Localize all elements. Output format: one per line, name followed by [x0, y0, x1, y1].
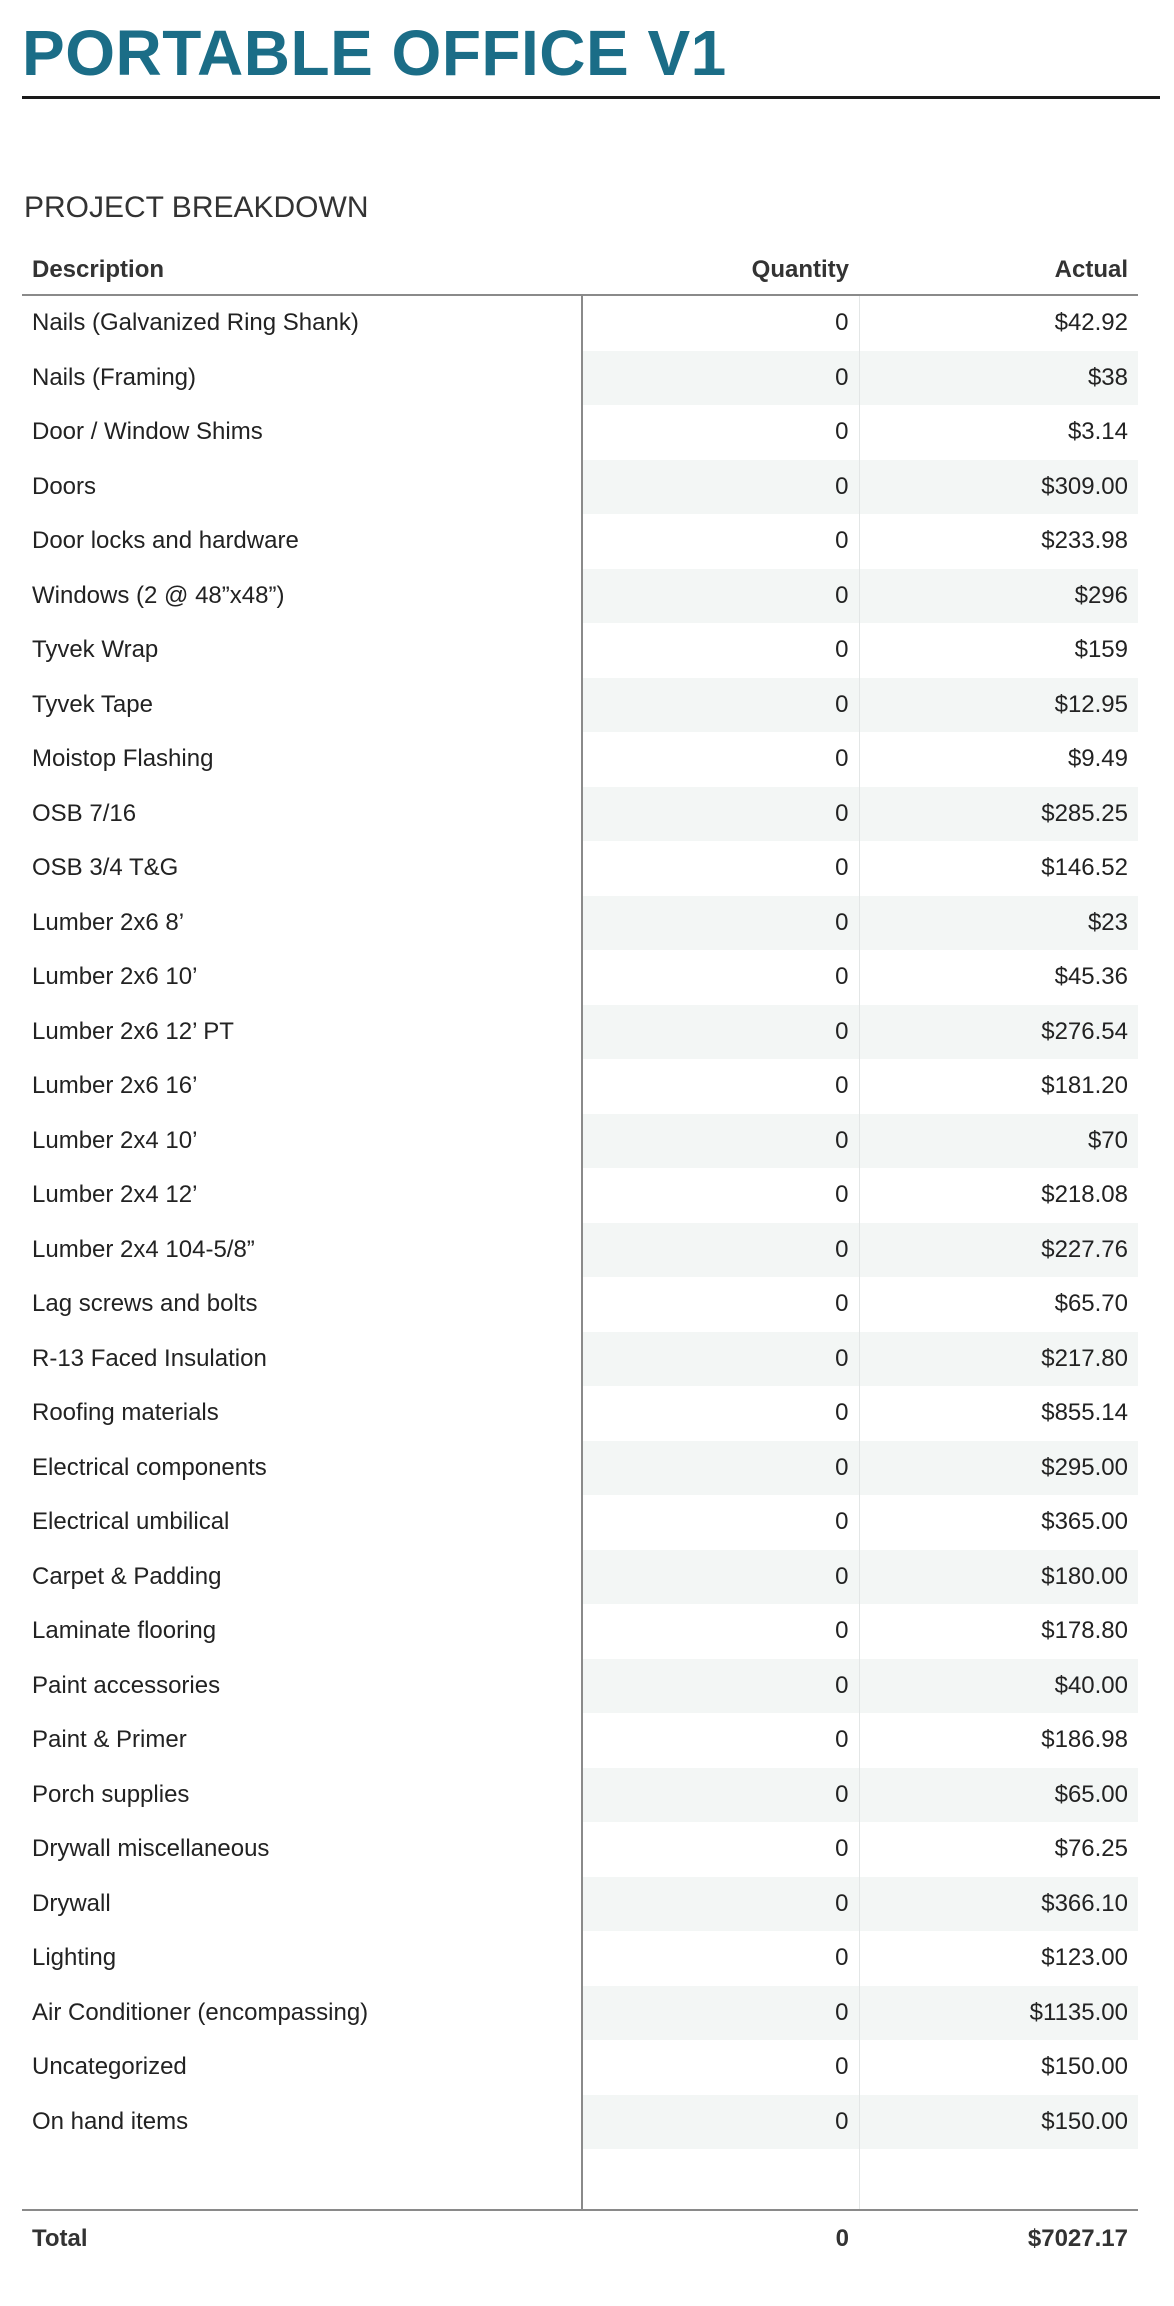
cell-actual: $1135.00 [859, 1986, 1138, 2041]
cell-description: R-13 Faced Insulation [22, 1332, 582, 1387]
table-row [22, 896, 1138, 951]
table-row [22, 623, 1138, 678]
cell-actual: $70 [859, 1114, 1138, 1169]
cell-quantity: 0 [582, 1986, 859, 2041]
cell-actual: $855.14 [1041, 1399, 1128, 1427]
cell-quantity: 0 [582, 351, 859, 406]
cell-description: Lag screws and bolts [22, 1277, 582, 1332]
table-row [22, 1223, 1138, 1278]
cell-description: Electrical components [22, 1441, 582, 1496]
table-row [22, 1277, 1138, 1332]
cell-quantity: 0 [582, 896, 859, 951]
cell-quantity: 0 [582, 1223, 859, 1278]
cell-quantity: 0 [582, 1059, 859, 1114]
table-row [22, 460, 1138, 515]
cell-actual: $38 [859, 351, 1138, 406]
table-row [22, 1386, 1138, 1441]
cell-actual: $42.92 [1054, 309, 1128, 337]
table-row [22, 1114, 1138, 1169]
cell-quantity: 0 [582, 1768, 859, 1823]
cell-actual: $150.00 [859, 2095, 1138, 2150]
cell-quantity: 0 [582, 460, 859, 515]
cell-description: Tyvek Tape [22, 678, 582, 733]
cell-description: Electrical umbilical [22, 1495, 582, 1550]
cell-description: OSB 3/4 T&G [22, 841, 582, 896]
project-breakdown-table-container [22, 246, 1138, 2267]
cell-actual: $146.52 [1041, 854, 1128, 882]
table-row [22, 1005, 1138, 1060]
cell-quantity: 0 [582, 623, 859, 678]
table-row [22, 1713, 1138, 1768]
table-row [22, 1604, 1138, 1659]
cell-actual: $159 [1074, 636, 1128, 664]
cell-description: Moistop Flashing [22, 732, 582, 787]
cell-actual: $217.80 [859, 1332, 1138, 1387]
cell-description: Roofing materials [22, 1386, 582, 1441]
table-row [22, 1441, 1138, 1496]
section-title: PROJECT BREAKDOWN [24, 191, 369, 224]
cell-actual: $45.36 [1054, 963, 1128, 991]
table-row [22, 569, 1138, 624]
table-row [22, 950, 1138, 1005]
cell-quantity: 0 [582, 1931, 859, 1986]
total-actual: $7027.17 [859, 2210, 1138, 2267]
cell-actual: $365.00 [1041, 1508, 1128, 1536]
cell-description: Air Conditioner (encompassing) [22, 1986, 582, 2041]
total-label: Total [22, 2210, 582, 2267]
cell-description: Carpet & Padding [22, 1550, 582, 1605]
table-row [22, 841, 1138, 896]
cell-quantity: 0 [582, 295, 859, 351]
cell-quantity: 0 [582, 405, 859, 460]
project-breakdown-table [22, 246, 1138, 2267]
cell-description: Drywall [22, 1877, 582, 1932]
table-row [22, 1931, 1138, 1986]
cell-quantity: 0 [582, 1877, 859, 1932]
header-quantity: Quantity [582, 246, 859, 295]
table-row [22, 514, 1138, 569]
table-row [22, 1986, 1138, 2041]
cell-description: Laminate flooring [22, 1604, 582, 1659]
cell-description: OSB 7/16 [22, 787, 582, 842]
cell-description: Paint & Primer [22, 1713, 582, 1768]
cell-actual: $186.98 [1041, 1726, 1128, 1754]
cell-quantity: 0 [582, 1114, 859, 1169]
cell-quantity: 0 [582, 841, 859, 896]
header-actual: Actual [859, 246, 1138, 295]
cell-description: Doors [22, 460, 582, 515]
cell-quantity: 0 [582, 2095, 859, 2150]
cell-description: Door / Window Shims [22, 405, 582, 460]
cell-actual: $9.49 [1067, 745, 1128, 773]
cell-actual: $3.14 [1067, 418, 1128, 446]
cell-description: Tyvek Wrap [22, 623, 582, 678]
table-row [22, 405, 1138, 460]
table-row [22, 1332, 1138, 1387]
table-row [22, 2095, 1138, 2150]
table-row [22, 732, 1138, 787]
cell-description: Uncategorized [22, 2040, 582, 2095]
cell-description: Door locks and hardware [22, 514, 582, 569]
cell-description: Lumber 2x6 12’ PT [22, 1005, 582, 1060]
table-row [22, 787, 1138, 842]
cell-quantity: 0 [582, 1604, 859, 1659]
cell-description: Lumber 2x4 10’ [22, 1114, 582, 1169]
cell-quantity: 0 [582, 1005, 859, 1060]
cell-description: Lighting [22, 1931, 582, 1986]
cell-description: Nails (Framing) [22, 351, 582, 406]
cell-quantity: 0 [582, 2040, 859, 2095]
cell-actual: $65.00 [859, 1768, 1138, 1823]
cell-description: Drywall miscellaneous [22, 1822, 582, 1877]
cell-description: Lumber 2x6 10’ [22, 950, 582, 1005]
table-row [22, 295, 1138, 351]
table-row [22, 1495, 1138, 1550]
cell-quantity: 0 [582, 950, 859, 1005]
total-quantity: 0 [582, 2210, 859, 2267]
cell-quantity: 0 [582, 1277, 859, 1332]
cell-actual: $23 [859, 896, 1138, 951]
table-row [22, 2040, 1138, 2095]
cell-description: Lumber 2x6 16’ [22, 1059, 582, 1114]
table-spacer-row [22, 2149, 1138, 2210]
cell-quantity: 0 [582, 1822, 859, 1877]
table-row [22, 1550, 1138, 1605]
cell-actual: $76.25 [1054, 1835, 1128, 1863]
cell-description: Lumber 2x4 104-5/8” [22, 1223, 582, 1278]
table-row [22, 678, 1138, 733]
cell-actual: $65.70 [1054, 1290, 1128, 1318]
cell-actual: $181.20 [1041, 1072, 1128, 1100]
table-row [22, 1168, 1138, 1223]
cell-actual: $309.00 [859, 460, 1138, 515]
cell-description: Windows (2 @ 48”x48”) [22, 569, 582, 624]
table-body [22, 295, 1138, 2210]
cell-quantity: 0 [582, 514, 859, 569]
cell-description: Lumber 2x6 8’ [22, 896, 582, 951]
cell-quantity: 0 [582, 787, 859, 842]
cell-actual: $123.00 [1041, 1944, 1128, 1972]
cell-description: Lumber 2x4 12’ [22, 1168, 582, 1223]
table-row [22, 1059, 1138, 1114]
cell-actual: $296 [859, 569, 1138, 624]
cell-quantity: 0 [582, 1495, 859, 1550]
cell-quantity: 0 [582, 1441, 859, 1496]
cell-actual: $218.08 [1041, 1181, 1128, 1209]
cell-quantity: 0 [582, 1713, 859, 1768]
cell-description: Nails (Galvanized Ring Shank) [22, 295, 582, 351]
cell-actual: $233.98 [1041, 527, 1128, 555]
cell-actual: $366.10 [859, 1877, 1138, 1932]
cell-quantity: 0 [582, 1168, 859, 1223]
cell-description: On hand items [22, 2095, 582, 2150]
table-header-row [22, 246, 1138, 295]
table-row [22, 1768, 1138, 1823]
cell-quantity: 0 [582, 1659, 859, 1714]
cell-quantity: 0 [582, 678, 859, 733]
cell-quantity: 0 [582, 1332, 859, 1387]
table-row [22, 1822, 1138, 1877]
cell-actual: $180.00 [859, 1550, 1138, 1605]
cell-description: Paint accessories [22, 1659, 582, 1714]
cell-actual: $12.95 [859, 678, 1138, 733]
cell-quantity: 0 [582, 1386, 859, 1441]
cell-actual: $285.25 [859, 787, 1138, 842]
cell-actual: $178.80 [1041, 1617, 1128, 1645]
title-divider [22, 96, 1160, 99]
table-row [22, 351, 1138, 406]
cell-actual: $150.00 [1041, 2053, 1128, 2081]
cell-quantity: 0 [582, 732, 859, 787]
table-row [22, 1659, 1138, 1714]
header-description: Description [22, 246, 582, 295]
cell-actual: $227.76 [859, 1223, 1138, 1278]
cell-actual: $40.00 [859, 1659, 1138, 1714]
table-total-row [22, 2210, 1138, 2267]
cell-description: Porch supplies [22, 1768, 582, 1823]
cell-actual: $276.54 [859, 1005, 1138, 1060]
page-title: PORTABLE OFFICE V1 [22, 17, 727, 89]
cell-quantity: 0 [582, 569, 859, 624]
cell-quantity: 0 [582, 1550, 859, 1605]
cell-actual: $295.00 [859, 1441, 1138, 1496]
table-row [22, 1877, 1138, 1932]
